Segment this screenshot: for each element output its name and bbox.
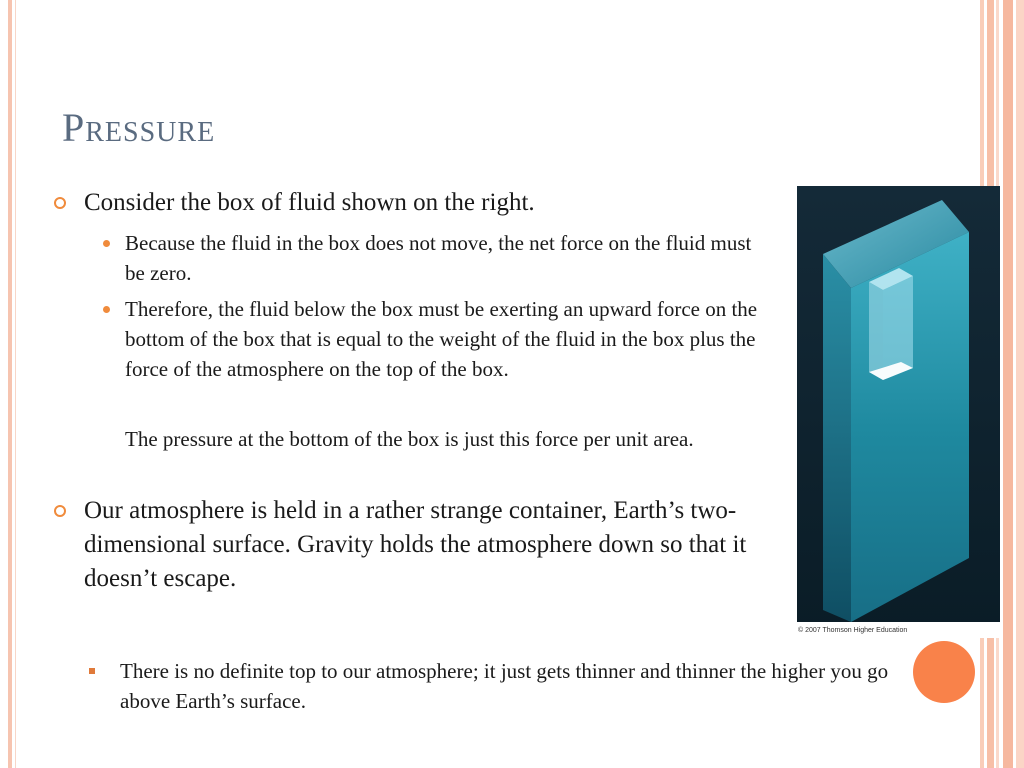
sub-bullet-text: Therefore, the fluid below the box must be exerting an upward force on the bottom of the box that is equal to the weight of the fluid in the box plus the force of the atmosphere on the top of the box. xyxy=(125,297,758,381)
bullet-text: Consider the box of fluid shown on the right. xyxy=(84,189,535,216)
right-stripe xyxy=(1016,0,1024,768)
slide-title: Pressure xyxy=(62,105,216,150)
bullet-item xyxy=(84,494,774,596)
left-border-line xyxy=(8,0,12,768)
sub-bullet-item xyxy=(125,294,775,384)
left-border-inner-line xyxy=(15,0,16,768)
square-icon xyxy=(89,668,95,674)
filled-circle-icon xyxy=(103,240,110,247)
sub-bullet-text: Because the fluid in the box does not move, the net force on the fluid must be zero. xyxy=(125,231,752,285)
bullet-text: Our atmosphere is held in a rather strange container, Earth’s two-dimensional surface. Gravity holds the atmosphere down so that it doesn’t escape. xyxy=(84,497,747,592)
sub-bullet-item xyxy=(125,228,775,288)
bullet-item xyxy=(84,186,774,220)
inner-box-left xyxy=(869,282,883,380)
right-stripe xyxy=(1003,0,1013,768)
sub-bullet-continuation xyxy=(125,424,775,454)
bottom-note-text: There is no definite top to our atmosphere; it just gets thinner and thinner the higher you go above Earth’s surface. xyxy=(120,659,889,713)
hollow-circle-icon xyxy=(54,197,66,209)
continuation-text: The pressure at the bottom of the box is just this force per unit area. xyxy=(125,427,694,451)
box-left-face xyxy=(823,254,851,622)
bottom-note xyxy=(120,656,920,716)
figure-credit: © 2007 Thomson Higher Education xyxy=(798,627,908,634)
decorative-circle xyxy=(913,641,975,703)
hollow-circle-icon xyxy=(54,505,66,517)
filled-circle-icon xyxy=(103,306,110,313)
fluid-box-figure xyxy=(797,186,1000,638)
